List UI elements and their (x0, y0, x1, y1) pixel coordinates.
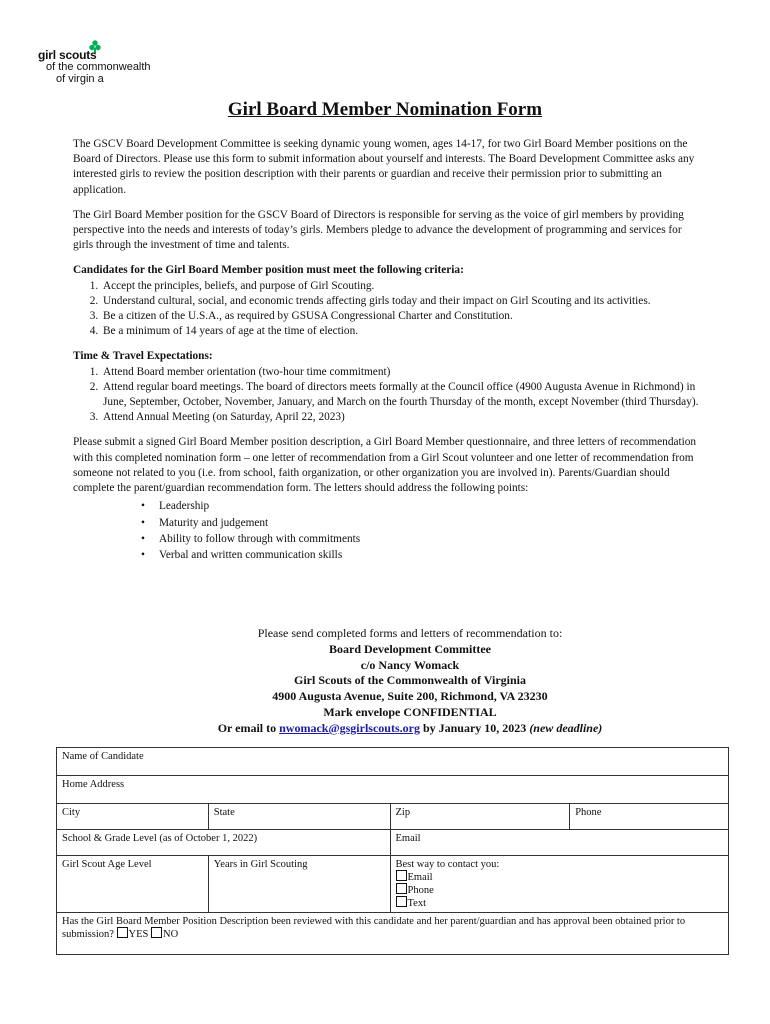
address-line-1: Board Development Committee (329, 641, 491, 656)
list-item: • Maturity and judgement (141, 515, 703, 531)
yes-checkbox[interactable] (117, 927, 128, 938)
logo-brand: girl scouts (38, 48, 97, 62)
list-item: 4. Be a minimum of 14 years of age at the time of election. (101, 324, 703, 339)
travel-heading: Time & Travel Expectations: (73, 350, 213, 363)
state-field[interactable]: State (208, 804, 390, 830)
checkbox[interactable] (396, 870, 407, 881)
list-item: • Leadership (141, 498, 703, 514)
contact-option-phone[interactable]: Phone (396, 883, 724, 896)
email-field[interactable]: Email (390, 830, 729, 856)
page-title: Girl Board Member Nomination Form (227, 99, 543, 120)
intro-paragraph-1: The GSCV Board Development Committee is seeking dynamic young women, ages 14-17, for two Girl Board Member positions on the Board of Directors. Please use this form to submit information about yourself and interests. The Board Development Committee asks any interested girls to review the position description with their parents or guardian and receive their permission prior to submitting an application. (73, 138, 695, 196)
address-line-2: c/o Nancy Womack (360, 657, 460, 672)
logo-line-2: of virgin a (56, 73, 104, 85)
deadline-note: (new deadline) (529, 720, 603, 735)
school-grade-field[interactable]: School & Grade Level (as of October 1, 2022) (57, 830, 391, 856)
yes-label: YES (128, 929, 149, 940)
criteria-heading: Candidates for the Girl Board Member position must meet the following criteria: (73, 264, 464, 277)
travel-list (73, 365, 703, 426)
list-item: 3. Attend Annual Meeting (on Saturday, April 22, 2023) (101, 410, 703, 425)
list-item: 2. Attend regular board meetings. The board of directors meets formally at the Council office (4900 Augusta Avenue in Richmond) in June, September, October, November, January, and March on the fourth Thursday of the month, except November (third Thursday). (101, 380, 703, 410)
checkbox[interactable] (396, 896, 407, 907)
send-instructions (0, 626, 770, 737)
list-item: 3. Be a citizen of the U.S.A., as required by GSUSA Congressional Charter and Constitution. (101, 309, 703, 324)
zip-field[interactable]: Zip (390, 804, 570, 830)
nomination-form-table (56, 747, 729, 955)
name-of-candidate-field[interactable]: Name of Candidate (57, 748, 729, 776)
intro-paragraph-2: The Girl Board Member position for the GSCV Board of Directors is responsible for serving as the voice of girl members by providing perspective into the needs and interests of today’s girls. Members pledge to advance the development of programming and services for girls through the investment of time and talents. (73, 208, 684, 252)
home-address-field[interactable]: Home Address (57, 776, 729, 804)
email-line: Or email to nwomack@gsgirlscouts.org by January 10, 2023 (new deadline) (217, 720, 603, 735)
contact-label: Best way to contact you: (395, 859, 500, 870)
phone-field[interactable]: Phone (570, 804, 729, 830)
submit-paragraph: Please submit a signed Girl Board Member position description, a Girl Board Member questionnaire, and three letters of recommendation with this completed nomination form – one letter of recommendation from a Girl Scout volunteer and one letter of recommendation from someone not related to you (i.e. from school, faith organization, or other organization you are involved in). Parents/Guardian should complete the parent/guardian recommendation form. The letters should address the following points: (73, 436, 697, 495)
list-item: • Ability to follow through with commitments (141, 531, 703, 547)
list-item: 1. Attend Board member orientation (two-hour time commitment) (101, 365, 703, 380)
list-item: 1. Accept the principles, beliefs, and purpose of Girl Scouting. (101, 279, 703, 294)
logo-line-1: of the commonwealth (46, 61, 151, 73)
address-line-4: 4900 Augusta Avenue, Suite 200, Richmond, VA 23230 (272, 689, 548, 704)
years-in-scouting-field[interactable]: Years in Girl Scouting (208, 856, 390, 913)
document-body (73, 137, 703, 574)
points-list (141, 498, 703, 564)
contact-option-text[interactable]: Text (396, 896, 724, 909)
contact-preference-field (390, 856, 729, 913)
city-field[interactable]: City (57, 804, 209, 830)
review-question-field (57, 913, 729, 955)
no-label: NO (163, 929, 179, 940)
email-link[interactable]: nwomack@gsgirlscouts.org (279, 720, 420, 735)
review-question: Has the Girl Board Member Position Description been reviewed with this candidate and her parent/guardian and has approval been obtained prior to submission? (62, 916, 686, 940)
address-line-3: Girl Scouts of the Commonwealth of Virginia (294, 673, 526, 688)
address-line-5: Mark envelope CONFIDENTIAL (323, 704, 497, 719)
contact-option-email[interactable]: Email (396, 870, 724, 883)
list-item: 2. Understand cultural, social, and economic trends affecting girls today and their impact on Girl Scouting and its activities. (101, 294, 703, 309)
checkbox[interactable] (396, 883, 407, 894)
logo (38, 40, 168, 88)
list-item: • Verbal and written communication skills (141, 547, 703, 563)
criteria-list (73, 279, 703, 340)
send-intro: Please send completed forms and letters of recommendation to: (257, 626, 563, 640)
no-checkbox[interactable] (151, 927, 162, 938)
age-level-field[interactable]: Girl Scout Age Level (57, 856, 209, 913)
